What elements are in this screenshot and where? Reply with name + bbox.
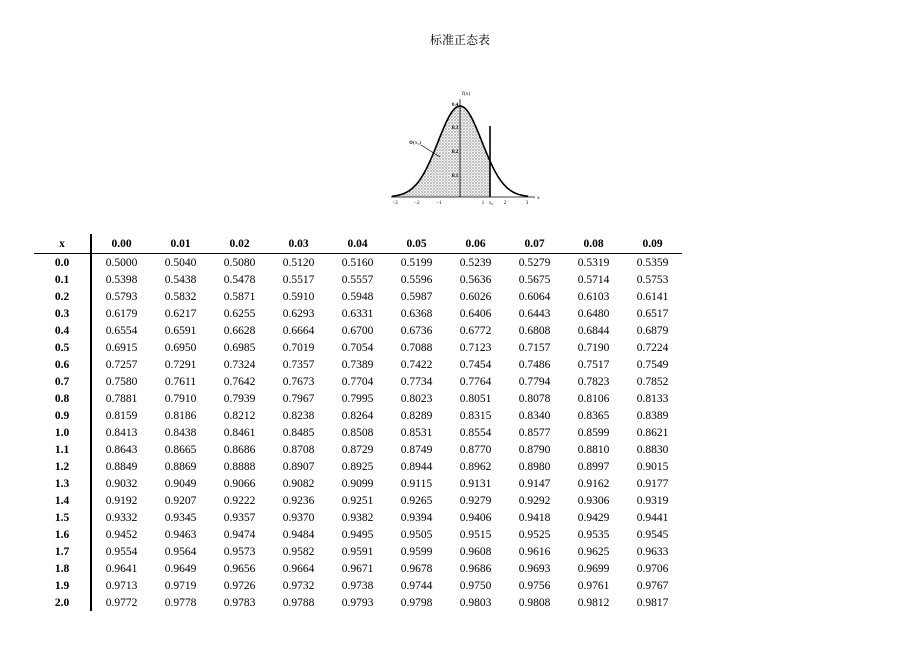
table-cell: 0.9292 [518, 494, 551, 507]
table-cell: 0.6915 [105, 341, 138, 354]
table-cell: 0.9625 [577, 545, 610, 558]
table-cell: 0.5438 [164, 273, 197, 286]
table-cell: 0.9582 [282, 545, 315, 558]
row-header: 1.7 [34, 543, 91, 560]
table-cell: 0.7389 [341, 358, 374, 371]
table-cell: 0.8962 [459, 460, 492, 473]
table-cell: 0.7673 [282, 375, 315, 388]
table-cell: 0.8238 [282, 409, 315, 422]
table-cell: 0.5279 [518, 256, 551, 269]
table-cell: 0.9756 [518, 579, 551, 592]
table-cell: 0.8810 [577, 443, 610, 456]
table-cell: 0.6179 [105, 307, 138, 320]
table-cell: 0.9452 [105, 528, 138, 541]
table-cell: 0.5793 [105, 290, 138, 303]
table-cell: 0.8790 [518, 443, 551, 456]
table-cell: 0.8849 [105, 460, 138, 473]
table-cell: 0.9306 [577, 494, 610, 507]
table-cell: 0.6255 [223, 307, 256, 320]
table-row [34, 526, 682, 543]
peak-label: 0.4 [452, 103, 459, 108]
table-cell: 0.9251 [341, 494, 374, 507]
row-header: 1.2 [34, 458, 91, 475]
x-tick-2: 2 [503, 201, 507, 206]
table-cell: 0.9147 [518, 477, 551, 490]
table-cell: 0.7823 [577, 375, 610, 388]
table-cell: 0.9463 [164, 528, 197, 541]
table-cell: 0.8869 [164, 460, 197, 473]
table-cell: 0.7454 [459, 358, 492, 371]
table-cell: 0.7995 [341, 392, 374, 405]
row-header: 0.3 [34, 305, 91, 322]
table-cell: 0.9265 [400, 494, 433, 507]
table-cell: 0.8023 [400, 392, 433, 405]
table-cell: 0.9049 [164, 477, 197, 490]
table-row [34, 305, 682, 322]
row-header: 0.6 [34, 356, 91, 373]
table-cell: 0.9686 [459, 562, 492, 575]
table-cell: 0.6331 [341, 307, 374, 320]
table-cell: 0.9015 [636, 460, 669, 473]
table-cell: 0.8365 [577, 409, 610, 422]
table-row [34, 254, 682, 272]
shaded-area [392, 106, 490, 197]
table-cell: 0.9761 [577, 579, 610, 592]
table-cell: 0.6772 [459, 324, 492, 337]
column-header: 0.04 [328, 234, 387, 254]
table-cell: 0.6406 [459, 307, 492, 320]
table-cell: 0.8159 [105, 409, 138, 422]
table-cell: 0.7157 [518, 341, 551, 354]
table-cell: 0.6554 [105, 324, 138, 337]
row-header: 0.1 [34, 271, 91, 288]
table-cell: 0.5948 [341, 290, 374, 303]
table-cell: 0.9319 [636, 494, 669, 507]
table-cell: 0.9032 [105, 477, 138, 490]
table-row [34, 356, 682, 373]
table-cell: 0.8051 [459, 392, 492, 405]
table-cell: 0.8643 [105, 443, 138, 456]
table-cell: 0.9732 [282, 579, 315, 592]
area-label: Φ(x₀) [409, 140, 422, 146]
table-cell: 0.8770 [459, 443, 492, 456]
table-cell: 0.8133 [636, 392, 669, 405]
table-cell: 0.6141 [636, 290, 669, 303]
table-cell: 0.8749 [400, 443, 433, 456]
row-header: 0.7 [34, 373, 91, 390]
table-cell: 0.6985 [223, 341, 256, 354]
table-cell: 0.6480 [577, 307, 610, 320]
table-row [34, 560, 682, 577]
table-cell: 0.7019 [282, 341, 315, 354]
x-tick-x0: x₀ [488, 201, 494, 206]
row-header: 2.0 [34, 594, 91, 611]
x-tick-1: 1 [481, 201, 485, 206]
table-cell: 0.6700 [341, 324, 374, 337]
table-row [34, 594, 682, 611]
table-cell: 0.9793 [341, 596, 374, 609]
table-cell: 0.8944 [400, 460, 433, 473]
table-cell: 0.5987 [400, 290, 433, 303]
normal-curve-figure [373, 86, 548, 212]
column-header: 0.09 [623, 234, 682, 254]
level-label-0.1: 0.1 [452, 174, 459, 179]
row-header: 0.2 [34, 288, 91, 305]
x-axis-label: x [537, 195, 540, 201]
table-cell: 0.5636 [459, 273, 492, 286]
table-cell: 0.9394 [400, 511, 433, 524]
row-header: 1.0 [34, 424, 91, 441]
table-cell: 0.7224 [636, 341, 669, 354]
table-cell: 0.9332 [105, 511, 138, 524]
table-cell: 0.7642 [223, 375, 256, 388]
table-cell: 0.9525 [518, 528, 551, 541]
table-cell: 0.8665 [164, 443, 197, 456]
table-cell: 0.5596 [400, 273, 433, 286]
table-cell: 0.9656 [223, 562, 256, 575]
table-cell: 0.9545 [636, 528, 669, 541]
table-cell: 0.9222 [223, 494, 256, 507]
row-header: 1.8 [34, 560, 91, 577]
table-cell: 0.8186 [164, 409, 197, 422]
table-cell: 0.6591 [164, 324, 197, 337]
table-cell: 0.5478 [223, 273, 256, 286]
table-cell: 0.8413 [105, 426, 138, 439]
table-cell: 0.9357 [223, 511, 256, 524]
table-cell: 0.9082 [282, 477, 315, 490]
table-cell: 0.6293 [282, 307, 315, 320]
table-cell: 0.5160 [341, 256, 374, 269]
level-label-0.2: 0.2 [452, 150, 459, 155]
table-cell: 0.6844 [577, 324, 610, 337]
table-cell: 0.8708 [282, 443, 315, 456]
x-tick-3: 3 [525, 201, 529, 206]
table-cell: 0.7611 [164, 375, 197, 388]
table-cell: 0.9767 [636, 579, 669, 592]
table-cell: 0.8106 [577, 392, 610, 405]
table-row [34, 543, 682, 560]
table-cell: 0.8461 [223, 426, 256, 439]
table-cell: 0.9778 [164, 596, 197, 609]
table-cell: 0.7734 [400, 375, 433, 388]
table-cell: 0.9633 [636, 545, 669, 558]
table-cell: 0.9515 [459, 528, 492, 541]
table-cell: 0.7324 [223, 358, 256, 371]
table-cell: 0.7054 [341, 341, 374, 354]
table-cell: 0.9616 [518, 545, 551, 558]
row-header: 1.3 [34, 475, 91, 492]
table-cell: 0.7190 [577, 341, 610, 354]
table-row [34, 322, 682, 339]
table-row [34, 492, 682, 509]
table-cell: 0.8980 [518, 460, 551, 473]
table-cell: 0.9131 [459, 477, 492, 490]
table-cell: 0.6808 [518, 324, 551, 337]
corner-header: x [34, 234, 91, 254]
table-cell: 0.5239 [459, 256, 492, 269]
table-cell: 0.8888 [223, 460, 256, 473]
table-cell: 0.8315 [459, 409, 492, 422]
table-cell: 0.7967 [282, 392, 315, 405]
table-cell: 0.7357 [282, 358, 315, 371]
table-cell: 0.9406 [459, 511, 492, 524]
table-cell: 0.7257 [105, 358, 138, 371]
table-cell: 0.8212 [223, 409, 256, 422]
table-cell: 0.5398 [105, 273, 138, 286]
column-header: 0.02 [210, 234, 269, 254]
table-row [34, 339, 682, 356]
table-cell: 0.6736 [400, 324, 433, 337]
table-cell: 0.9236 [282, 494, 315, 507]
column-header: 0.03 [269, 234, 328, 254]
table-cell: 0.9783 [223, 596, 256, 609]
table-cell: 0.6368 [400, 307, 433, 320]
table-cell: 0.5359 [636, 256, 669, 269]
table-cell: 0.6443 [518, 307, 551, 320]
table-cell: 0.7549 [636, 358, 669, 371]
table-cell: 0.9706 [636, 562, 669, 575]
table-cell: 0.9192 [105, 494, 138, 507]
table-cell: 0.9713 [105, 579, 138, 592]
column-header: 0.01 [151, 234, 210, 254]
table-cell: 0.6064 [518, 290, 551, 303]
table-cell: 0.9418 [518, 511, 551, 524]
table-cell: 0.9554 [105, 545, 138, 558]
row-header: 1.1 [34, 441, 91, 458]
table-cell: 0.9699 [577, 562, 610, 575]
y-axis-label: f(x) [462, 91, 471, 97]
row-header: 1.4 [34, 492, 91, 509]
table-cell: 0.7517 [577, 358, 610, 371]
table-cell: 0.8438 [164, 426, 197, 439]
table-cell: 0.9812 [577, 596, 610, 609]
table-cell: 0.6628 [223, 324, 256, 337]
table-cell: 0.8830 [636, 443, 669, 456]
table-cell: 0.5319 [577, 256, 610, 269]
table-row [34, 271, 682, 288]
row-header: 1.6 [34, 526, 91, 543]
column-header: 0.05 [387, 234, 446, 254]
table-cell: 0.8907 [282, 460, 315, 473]
table-cell: 0.7881 [105, 392, 138, 405]
table-cell: 0.9817 [636, 596, 669, 609]
table-cell: 0.9744 [400, 579, 433, 592]
table-cell: 0.8485 [282, 426, 315, 439]
table-cell: 0.9382 [341, 511, 374, 524]
table-cell: 0.9738 [341, 579, 374, 592]
table-cell: 0.9441 [636, 511, 669, 524]
table-cell: 0.6517 [636, 307, 669, 320]
row-header: 0.9 [34, 407, 91, 424]
table-cell: 0.9345 [164, 511, 197, 524]
x-tick--3: −3 [392, 201, 398, 206]
table-cell: 0.9279 [459, 494, 492, 507]
table-cell: 0.8508 [341, 426, 374, 439]
table-cell: 0.9608 [459, 545, 492, 558]
table-cell: 0.9719 [164, 579, 197, 592]
table-cell: 0.8997 [577, 460, 610, 473]
table-row [34, 373, 682, 390]
table-cell: 0.7486 [518, 358, 551, 371]
table-cell: 0.5675 [518, 273, 551, 286]
table-cell: 0.8599 [577, 426, 610, 439]
table-cell: 0.9726 [223, 579, 256, 592]
table-cell: 0.9788 [282, 596, 315, 609]
table-cell: 0.8925 [341, 460, 374, 473]
table-row [34, 441, 682, 458]
table-cell: 0.7852 [636, 375, 669, 388]
table-cell: 0.5517 [282, 273, 315, 286]
table-cell: 0.9693 [518, 562, 551, 575]
table-cell: 0.8686 [223, 443, 256, 456]
table-cell: 0.9573 [223, 545, 256, 558]
table-cell: 0.9649 [164, 562, 197, 575]
table-cell: 0.8621 [636, 426, 669, 439]
table-cell: 0.7704 [341, 375, 374, 388]
table-cell: 0.5753 [636, 273, 669, 286]
table-cell: 0.9162 [577, 477, 610, 490]
table-cell: 0.8577 [518, 426, 551, 439]
table-cell: 0.9678 [400, 562, 433, 575]
table-cell: 0.8289 [400, 409, 433, 422]
table-cell: 0.6103 [577, 290, 610, 303]
table-cell: 0.7794 [518, 375, 551, 388]
table-row [34, 407, 682, 424]
table-cell: 0.6026 [459, 290, 492, 303]
table-cell: 0.8389 [636, 409, 669, 422]
table-cell: 0.9115 [400, 477, 433, 490]
table-row [34, 509, 682, 526]
table-cell: 0.5120 [282, 256, 315, 269]
table-row [34, 390, 682, 407]
table-row [34, 288, 682, 305]
table-cell: 0.6664 [282, 324, 315, 337]
table-cell: 0.7939 [223, 392, 256, 405]
table-cell: 0.9474 [223, 528, 256, 541]
table-cell: 0.9641 [105, 562, 138, 575]
table-cell: 0.9671 [341, 562, 374, 575]
normal-table [34, 234, 682, 611]
row-header: 0.4 [34, 322, 91, 339]
table-cell: 0.5714 [577, 273, 610, 286]
table-row [34, 458, 682, 475]
row-header: 1.9 [34, 577, 91, 594]
table-cell: 0.9772 [105, 596, 138, 609]
table-cell: 0.9207 [164, 494, 197, 507]
table-cell: 0.5557 [341, 273, 374, 286]
table-cell: 0.7580 [105, 375, 138, 388]
table-cell: 0.9564 [164, 545, 197, 558]
table-cell: 0.5832 [164, 290, 197, 303]
page-title: 标准正态表 [429, 33, 490, 47]
table-cell: 0.8264 [341, 409, 374, 422]
table-cell: 0.9535 [577, 528, 610, 541]
table-cell: 0.7422 [400, 358, 433, 371]
x-tick--2: −2 [414, 201, 420, 206]
table-cell: 0.5080 [223, 256, 256, 269]
table-cell: 0.8554 [459, 426, 492, 439]
table-cell: 0.6950 [164, 341, 197, 354]
table-row [34, 577, 682, 594]
table-cell: 0.9750 [459, 579, 492, 592]
table-cell: 0.7291 [164, 358, 197, 371]
table-cell: 0.5199 [400, 256, 433, 269]
table-cell: 0.9505 [400, 528, 433, 541]
row-header: 0.8 [34, 390, 91, 407]
table-cell: 0.9370 [282, 511, 315, 524]
table-cell: 0.5040 [164, 256, 197, 269]
table-cell: 0.5910 [282, 290, 315, 303]
table-cell: 0.9803 [459, 596, 492, 609]
table-cell: 0.8340 [518, 409, 551, 422]
x-tick--1: −1 [436, 201, 442, 206]
table-cell: 0.9591 [341, 545, 374, 558]
table-cell: 0.8078 [518, 392, 551, 405]
table-cell: 0.9484 [282, 528, 315, 541]
column-header: 0.07 [505, 234, 564, 254]
table-cell: 0.6217 [164, 307, 197, 320]
table-cell: 0.9808 [518, 596, 551, 609]
table-cell: 0.8729 [341, 443, 374, 456]
table-cell: 0.8531 [400, 426, 433, 439]
row-header: 0.5 [34, 339, 91, 356]
column-header: 0.08 [564, 234, 623, 254]
row-header: 0.0 [34, 254, 91, 272]
table-cell: 0.9177 [636, 477, 669, 490]
table-cell: 0.7123 [459, 341, 492, 354]
table-cell: 0.7088 [400, 341, 433, 354]
level-label-0.3: 0.3 [452, 126, 459, 131]
table-cell: 0.9798 [400, 596, 433, 609]
table-row [34, 475, 682, 492]
column-header: 0.06 [446, 234, 505, 254]
table-cell: 0.5871 [223, 290, 256, 303]
column-header: 0.00 [91, 234, 151, 254]
table-cell: 0.6879 [636, 324, 669, 337]
row-header: 1.5 [34, 509, 91, 526]
table-cell: 0.7764 [459, 375, 492, 388]
table-cell: 0.9429 [577, 511, 610, 524]
table-cell: 0.9066 [223, 477, 256, 490]
table-row [34, 424, 682, 441]
table-cell: 0.9599 [400, 545, 433, 558]
table-cell: 0.7910 [164, 392, 197, 405]
table-cell: 0.5000 [105, 256, 138, 269]
table-cell: 0.9495 [341, 528, 374, 541]
table-cell: 0.9099 [341, 477, 374, 490]
table-cell: 0.9664 [282, 562, 315, 575]
header-row [34, 234, 682, 254]
